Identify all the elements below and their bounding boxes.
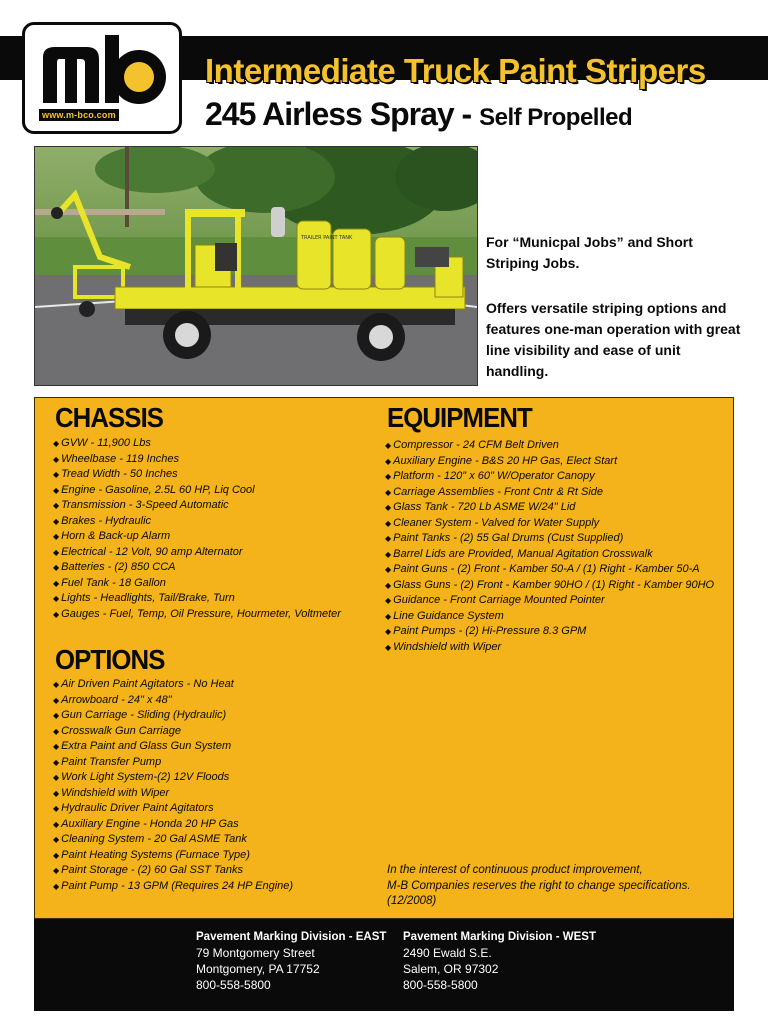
bullet-icon: ◆	[385, 580, 392, 590]
bullet-icon: ◆	[53, 563, 60, 572]
spec-list-text: Cleaner System - Valved for Water Supply	[393, 516, 600, 529]
bullet-icon: ◆	[53, 680, 60, 689]
spec-list-text: Gauges - Fuel, Temp, Oil Pressure, Hourmeter, Voltmeter	[61, 607, 341, 620]
spec-list-text: Compressor - 24 CFM Belt Driven	[393, 439, 559, 451]
bullet-icon: ◆	[53, 594, 60, 603]
spec-list-text: Carriage Assemblies - Front Cntr & Rt Side	[393, 485, 604, 498]
bullet-icon: ◆	[385, 596, 392, 605]
bullet-icon: ◆	[53, 485, 60, 495]
spec-list-text: Paint Guns - (2) Front - Kamber 50-A / (1) Right - Kamber 50-A	[393, 563, 700, 575]
spec-list-item	[53, 607, 341, 623]
spec-list-text: Batteries - (2) 850 CCA	[61, 561, 176, 573]
spec-list-item	[53, 545, 341, 561]
logo-url: www.m-bco.com	[39, 109, 119, 121]
spec-list-text: Paint Pumps - (2) Hi-Pressure 8.3 GPM	[393, 625, 587, 637]
bullet-icon: ◆	[53, 726, 60, 736]
bullet-icon: ◆	[53, 711, 60, 720]
spec-list-text: Platform - 120" x 60" W/Operator Canopy	[393, 470, 595, 482]
division-east-name: Pavement Marking Division - EAST	[196, 931, 387, 943]
bullet-icon: ◆	[53, 850, 60, 860]
spec-list-item	[385, 562, 714, 578]
spec-list-text: Horn & Back-up Alarm	[61, 530, 171, 542]
spec-list-text: Gun Carriage - Sliding (Hydraulic)	[61, 709, 227, 721]
spec-list-item	[385, 485, 714, 501]
division-east-street: 79 Montgomery Street	[196, 946, 315, 960]
spec-list-text: Lights - Headlights, Tail/Brake, Turn	[61, 592, 235, 604]
spec-list-item	[385, 624, 714, 640]
division-east-phone: 800-558-5800	[196, 978, 271, 992]
spec-list-item	[385, 547, 714, 563]
tagline-municipal: For “Municpal Jobs” and Short Striping Jobs.	[486, 234, 693, 271]
disclaimer-date: (12/2008)	[387, 895, 437, 907]
disclaimer-line: In the interest of continuous product improvement,	[387, 864, 643, 876]
model-name: 245 Airless Spray	[205, 96, 454, 132]
spec-list-text: Glass Guns - (2) Front - Kamber 90HO / (1) Right - Kamber 90HO	[393, 578, 715, 591]
spec-list-text: Guidance - Front Carriage Mounted Pointer	[393, 594, 605, 606]
spec-list-text: Barrel Lids are Provided, Manual Agitation Crosswalk	[393, 547, 653, 560]
spec-list-item	[53, 529, 341, 545]
bullet-icon: ◆	[385, 456, 392, 466]
mb-logo-mark	[35, 31, 175, 111]
division-west-city: Salem, OR 97302	[403, 962, 499, 976]
bullet-icon: ◆	[53, 866, 60, 875]
bullet-icon: ◆	[385, 534, 392, 543]
spec-list-item	[53, 514, 341, 530]
spec-list-text: Engine - Gasoline, 2.5L 60 HP, Liq Cool	[61, 483, 255, 496]
footer	[34, 919, 734, 1011]
spec-list-text: Cleaning System - 20 Gal ASME Tank	[61, 833, 247, 845]
bullet-icon: ◆	[53, 695, 60, 705]
bullet-icon: ◆	[53, 516, 60, 526]
bullet-icon: ◆	[385, 487, 392, 497]
bullet-icon: ◆	[385, 441, 392, 450]
options-heading: OPTIONS	[55, 644, 165, 675]
spec-list-item	[53, 786, 293, 802]
bullet-icon: ◆	[53, 532, 60, 541]
bullet-icon: ◆	[53, 804, 60, 813]
page-subtitle	[205, 96, 632, 133]
mb-logo	[22, 22, 182, 134]
spec-list-item	[53, 576, 341, 592]
equipment-heading: EQUIPMENT	[387, 402, 532, 433]
subtitle-separator: -	[453, 96, 480, 132]
bullet-icon: ◆	[53, 788, 60, 798]
product-photo	[34, 146, 478, 386]
spec-list-item	[385, 454, 714, 470]
bullet-icon: ◆	[53, 819, 60, 829]
spec-list-item	[53, 817, 293, 833]
spec-list-text: Paint Heating Systems (Furnace Type)	[61, 848, 250, 861]
spec-list-text: Air Driven Paint Agitators - No Heat	[61, 678, 234, 690]
spec-list-item	[53, 801, 293, 817]
spec-list-item	[53, 560, 341, 576]
spec-list-item	[53, 591, 341, 607]
spec-list-item	[53, 483, 341, 499]
bullet-icon: ◆	[385, 472, 392, 481]
spec-list-item	[385, 469, 714, 485]
spec-list-text: Paint Pump - 13 GPM (Requires 24 HP Engine)	[61, 879, 294, 892]
spec-list-text: Auxiliary Engine - B&S 20 HP Gas, Elect Start	[393, 454, 618, 467]
spec-list-text: Windshield with Wiper	[61, 786, 170, 799]
spec-list-item	[385, 593, 714, 609]
spec-list-text: Paint Transfer Pump	[61, 755, 162, 768]
spec-list-item	[53, 708, 293, 724]
bullet-icon: ◆	[53, 773, 60, 782]
spec-list-item	[385, 578, 714, 594]
spec-list-text: Paint Storage - (2) 60 Gal SST Tanks	[61, 864, 243, 876]
spec-list-item	[53, 724, 293, 740]
division-west-street: 2490 Ewald S.E.	[403, 946, 492, 960]
spec-list-item	[385, 531, 714, 547]
spec-list-text: Glass Tank - 720 Lb ASME W/24" Lid	[393, 501, 576, 513]
spec-list-text: Windshield with Wiper	[393, 640, 502, 653]
division-east-city: Montgomery, PA 17752	[196, 962, 320, 976]
spec-list-text: Hydraulic Driver Paint Agitators	[61, 802, 214, 814]
spec-list-item	[53, 770, 293, 786]
bullet-icon: ◆	[385, 642, 392, 652]
spec-list-item	[53, 677, 293, 693]
division-west	[403, 929, 596, 993]
division-west-name: Pavement Marking Division - WEST	[403, 931, 596, 943]
spec-list-text: Fuel Tank - 18 Gallon	[61, 576, 166, 589]
bullet-icon: ◆	[385, 627, 392, 636]
bullet-icon: ◆	[385, 611, 392, 621]
specs-panel	[34, 397, 734, 919]
spec-list-item	[53, 436, 341, 452]
bullet-icon: ◆	[53, 501, 60, 510]
spec-list-item	[385, 609, 714, 625]
bullet-icon: ◆	[385, 518, 392, 528]
spec-list-text: Brakes - Hydraulic	[61, 514, 152, 527]
division-east	[196, 929, 386, 993]
options-list	[53, 677, 293, 894]
spec-list-item	[53, 879, 293, 895]
spec-list-text: Crosswalk Gun Carriage	[61, 724, 181, 737]
spec-list-text: Line Guidance System	[393, 609, 504, 622]
spec-list-item	[53, 755, 293, 771]
page-title: Intermediate Truck Paint Stripers	[205, 52, 706, 89]
truck-striper-photo	[35, 147, 477, 385]
disclaimer	[387, 863, 691, 910]
bullet-icon: ◆	[53, 835, 60, 844]
spec-list-item	[53, 832, 293, 848]
spec-list-item	[53, 498, 341, 514]
spec-list-item	[53, 467, 341, 483]
chassis-heading: CHASSIS	[55, 402, 164, 433]
spec-list-item	[385, 516, 714, 532]
spec-list-item	[53, 848, 293, 864]
spec-list-text: Paint Tanks - (2) 55 Gal Drums (Cust Supplied)	[393, 532, 624, 544]
spec-list-item	[385, 500, 714, 516]
spec-list-item	[385, 438, 714, 454]
bullet-icon: ◆	[53, 470, 60, 479]
chassis-list	[53, 436, 341, 622]
bullet-icon: ◆	[385, 549, 392, 559]
bullet-icon: ◆	[385, 503, 392, 512]
bullet-icon: ◆	[53, 454, 60, 464]
tagline-features: Offers versatile striping options and features one-man operation with great line visibility and ease of unit handling.	[486, 300, 741, 379]
spec-list-item	[53, 863, 293, 879]
tank-label: TRAILER PAINT TANK	[301, 235, 353, 241]
spec-list-text: Electrical - 12 Volt, 90 amp Alternator	[61, 545, 243, 558]
spec-list-text: Auxiliary Engine - Honda 20 HP Gas	[61, 817, 239, 830]
bullet-icon: ◆	[53, 547, 60, 557]
bullet-icon: ◆	[53, 742, 60, 751]
spec-list-text: Extra Paint and Glass Gun System	[61, 740, 232, 752]
division-west-phone: 800-558-5800	[403, 978, 478, 992]
spec-list-item	[385, 640, 714, 656]
disclaimer-line: M-B Companies reserves the right to change specifications.	[387, 879, 691, 892]
bullet-icon: ◆	[53, 439, 60, 448]
spec-list-text: GVW - 11,900 Lbs	[61, 437, 151, 449]
spec-list-text: Arrowboard - 24" x 48"	[61, 693, 172, 706]
bullet-icon: ◆	[385, 565, 392, 574]
bullet-icon: ◆	[53, 881, 60, 891]
bullet-icon: ◆	[53, 757, 60, 767]
spec-list-item	[53, 693, 293, 709]
spec-list-item	[53, 452, 341, 468]
bullet-icon: ◆	[53, 578, 60, 588]
spec-list-item	[53, 739, 293, 755]
model-type: Self Propelled	[479, 104, 633, 131]
equipment-list	[385, 438, 714, 655]
spec-list-text: Tread Width - 50 Inches	[61, 468, 178, 480]
spec-list-text: Wheelbase - 119 Inches	[61, 452, 179, 465]
spec-list-text: Transmission - 3-Speed Automatic	[61, 499, 229, 511]
bullet-icon: ◆	[53, 609, 60, 619]
spec-list-text: Work Light System-(2) 12V Floods	[61, 771, 230, 783]
